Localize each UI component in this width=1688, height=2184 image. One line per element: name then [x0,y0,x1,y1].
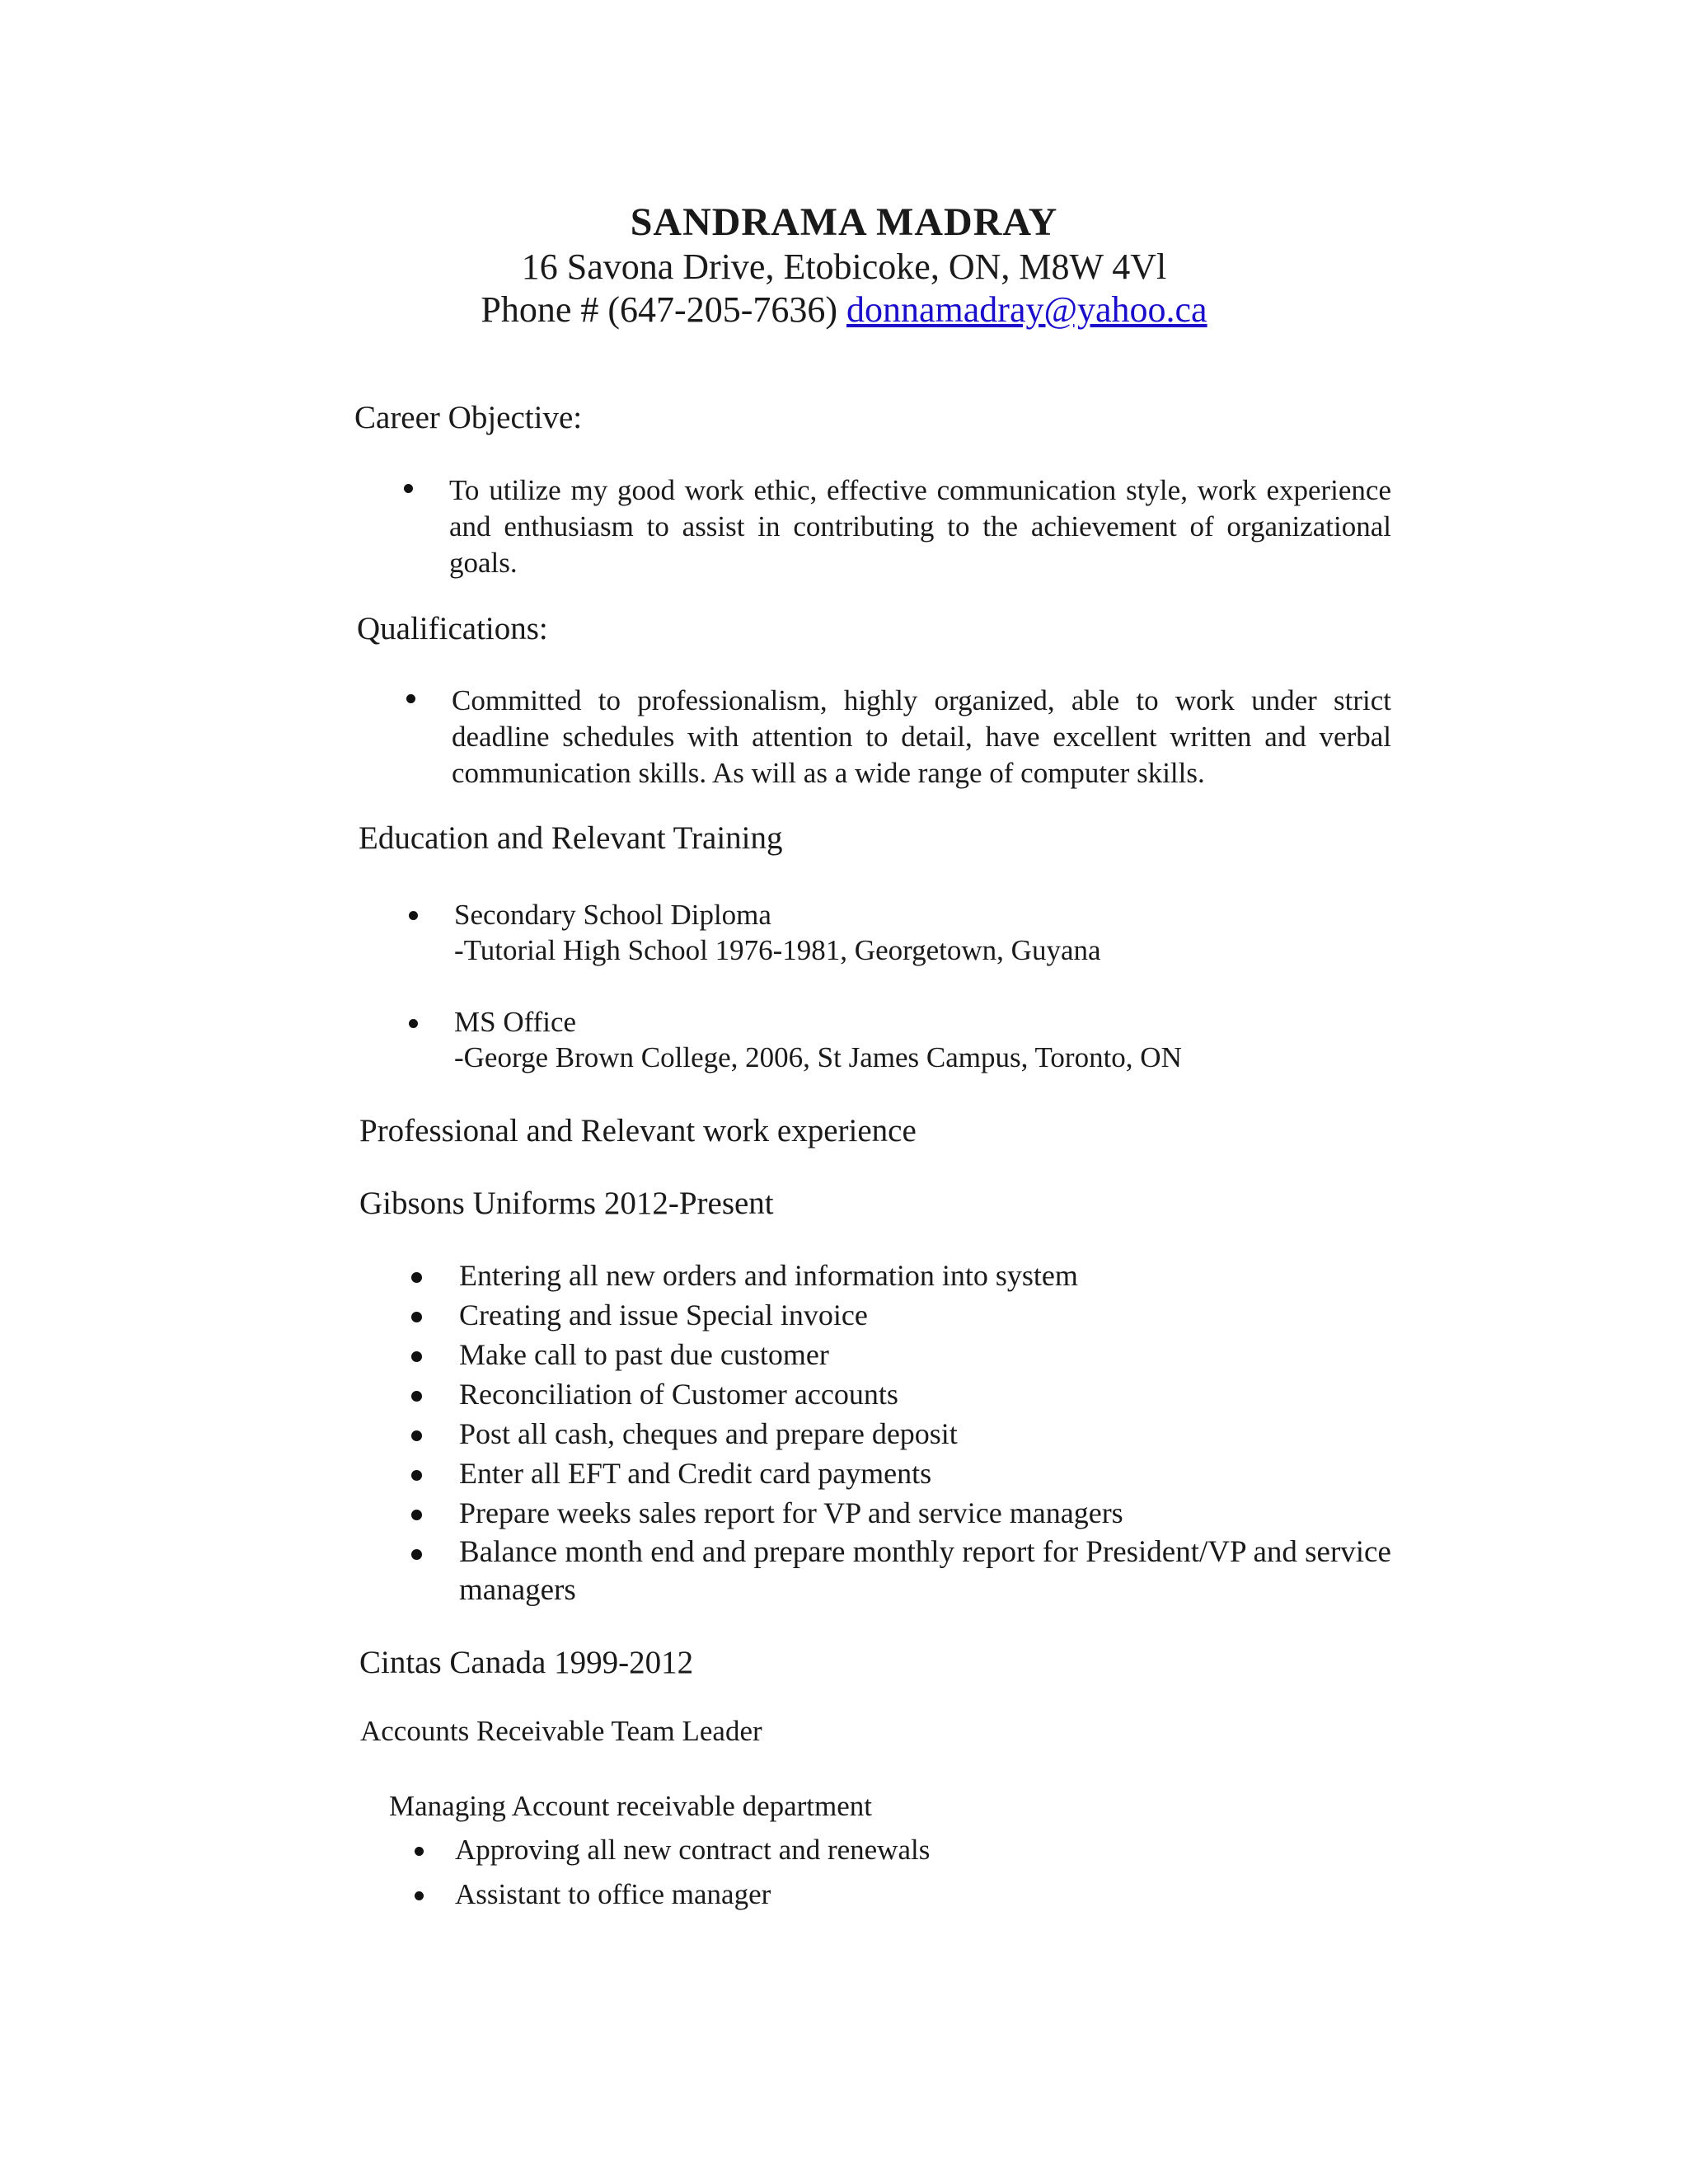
bullet-icon [411,1430,422,1441]
duty-item: Prepare weeks sales report for VP and service managers [459,1496,1123,1529]
duty-item: Make call to past due customer [459,1338,829,1371]
job-summary: Managing Account receivable department [389,1790,873,1822]
duty-item: Post all cash, cheques and prepare deposit [459,1417,958,1450]
bullet-icon [415,1847,424,1856]
career-objective-heading: Career Objective: [354,400,583,435]
duty-item: Assistant to office manager [455,1878,771,1910]
duty-item: Enter all EFT and Credit card payments [459,1457,932,1490]
education-item-title: Secondary School Diploma [454,899,771,931]
career-objective-text: To utilize my good work ethic, effective communication style, work experience and enthusiasm to assist in contributing to the achievement of organizational goals. [449,474,1391,579]
job-role: Accounts Receivable Team Leader [360,1715,762,1747]
phone-number: Phone # (647-205-7636) [481,289,838,330]
bullet-icon [411,1549,422,1560]
bullet-icon [411,1470,422,1481]
bullet-icon [411,1351,422,1362]
bullet-icon [409,1019,418,1028]
bullet-icon [411,1510,422,1520]
bullet-icon [411,1272,422,1283]
duty-item: Entering all new orders and information into system [459,1259,1078,1292]
bullet-icon [411,1312,422,1322]
qualifications-text: Committed to professionalism, highly organized, able to work under strict deadline schedules with attention to detail, have excellent written and verbal communication skills. As will as a wide range of computer skills. [452,684,1391,789]
bullet-icon [409,911,418,920]
bullet-icon [406,694,415,703]
bullet-icon [415,1891,424,1900]
duty-item: Balance month end and prepare monthly report for President/VP and service managers [459,1535,1391,1607]
duty-item: Creating and issue Special invoice [459,1299,868,1332]
experience-heading: Professional and Relevant work experience [359,1113,917,1148]
applicant-address: 16 Savona Drive, Etobicoke, ON, M8W 4Vl [521,247,1167,287]
bullet-icon [404,484,413,493]
job-title: Gibsons Uniforms 2012-Present [359,1186,774,1221]
duty-item: Reconciliation of Customer accounts [459,1378,898,1411]
contact-line [0,289,1688,331]
education-item-detail: -Tutorial High School 1976-1981, Georgetown, Guyana [454,934,1101,966]
education-item-title: MS Office [454,1006,577,1038]
qualifications-heading: Qualifications: [357,611,548,646]
applicant-name: SANDRAMA MADRAY [630,200,1058,244]
education-heading: Education and Relevant Training [359,820,783,856]
email-link[interactable]: donnamadray@yahoo.ca [846,289,1207,330]
job-title: Cintas Canada 1999-2012 [359,1645,694,1680]
duty-item: Approving all new contract and renewals [455,1834,931,1866]
bullet-icon [411,1391,422,1402]
education-item-detail: -George Brown College, 2006, St James Campus, Toronto, ON [454,1041,1182,1073]
